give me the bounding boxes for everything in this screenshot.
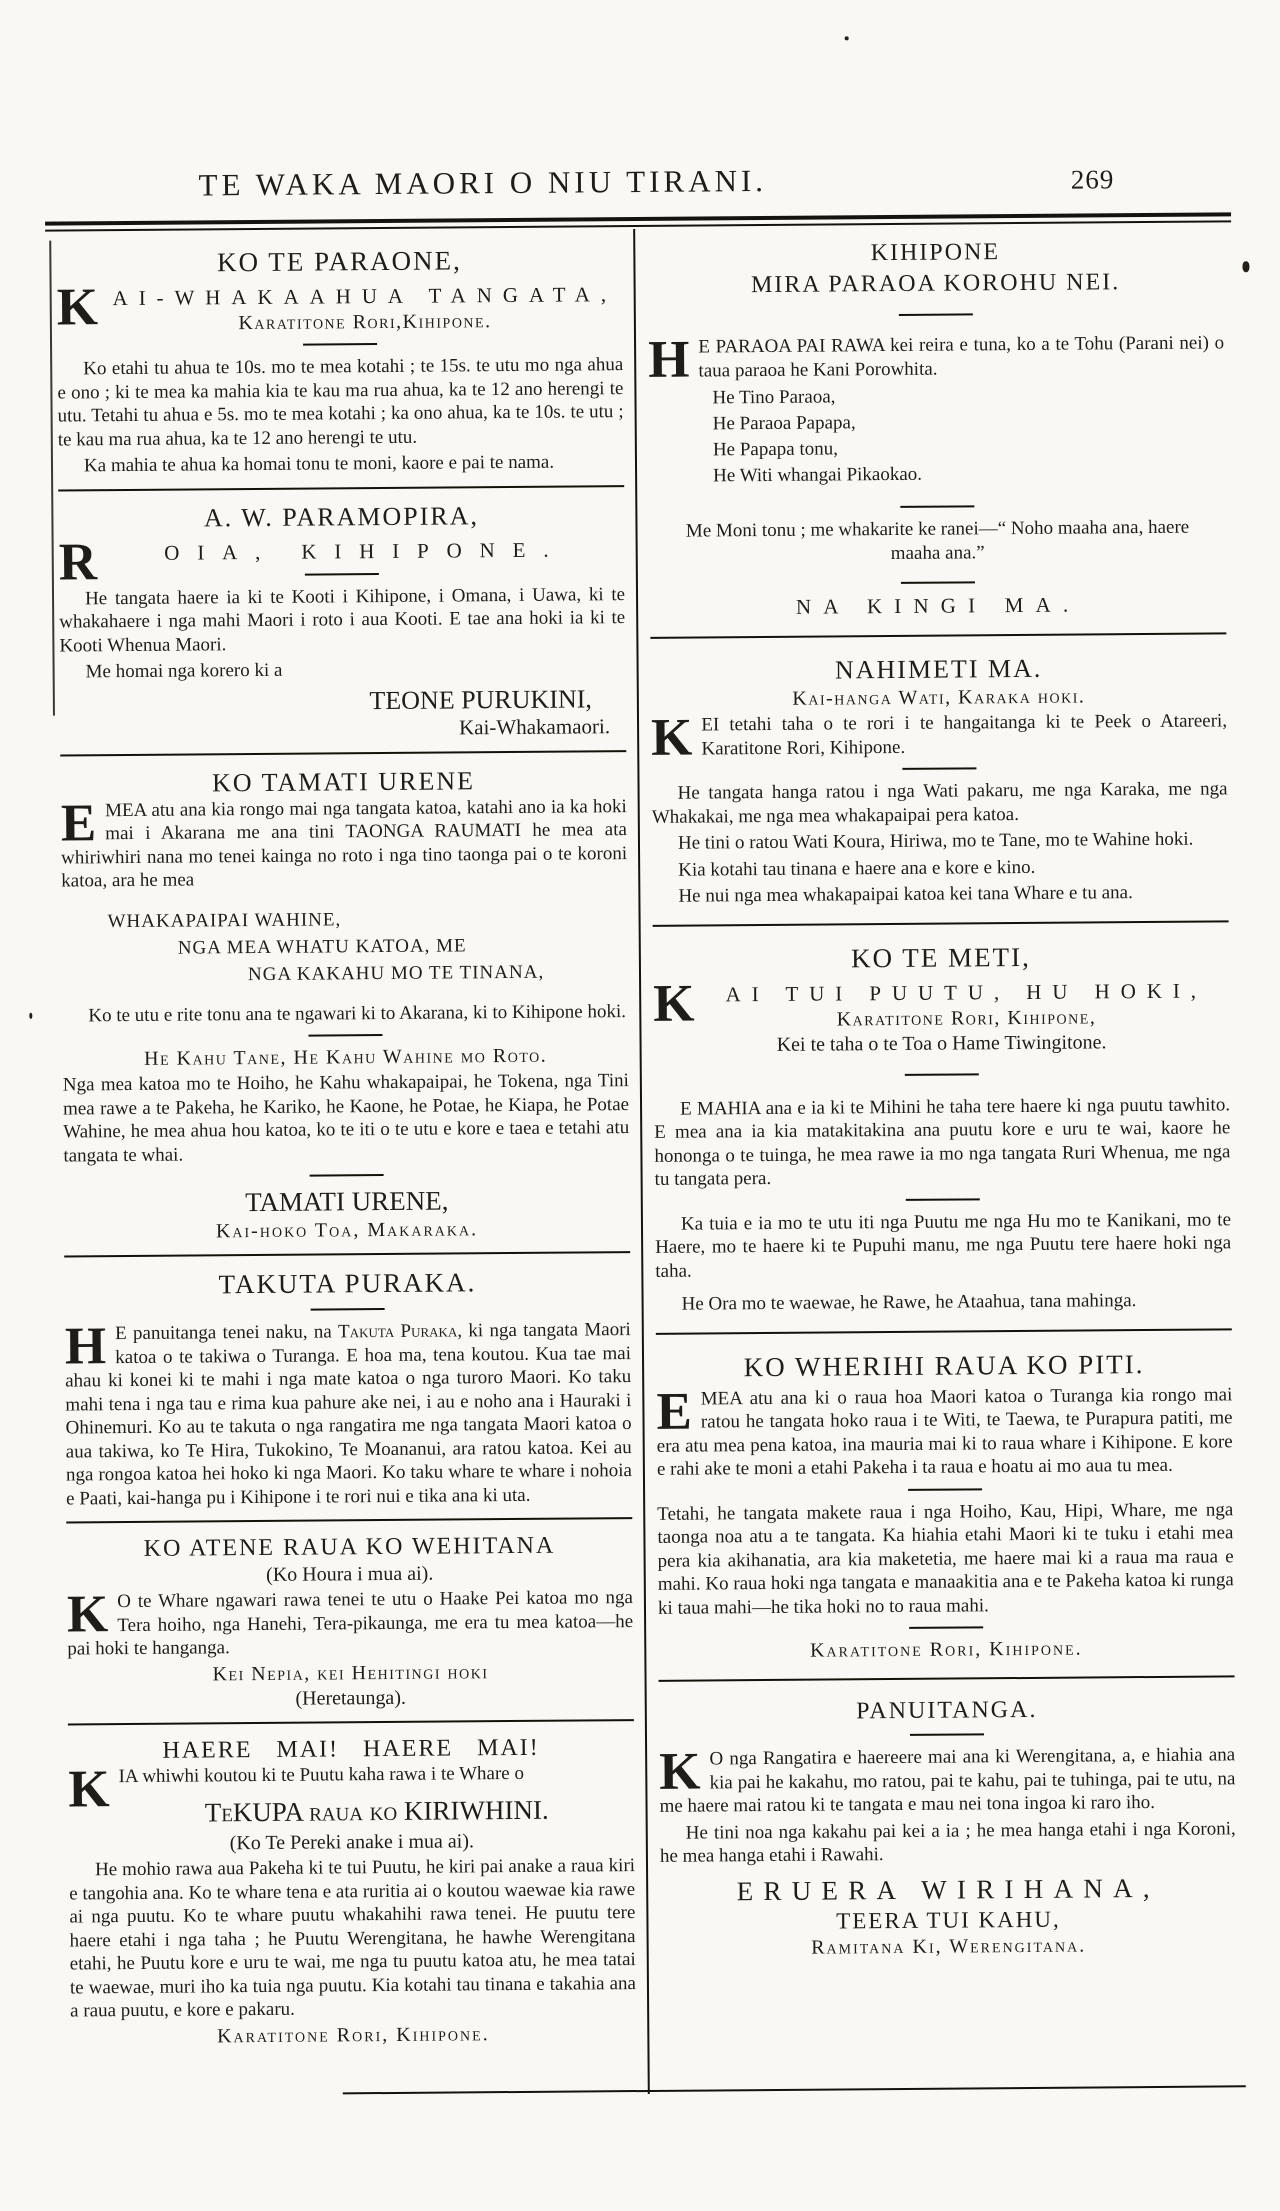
short-rule — [909, 1626, 983, 1629]
ad-paragraph — [650, 708, 1228, 767]
product-list — [712, 381, 1225, 489]
drop-cap: E — [656, 1382, 693, 1441]
short-rule — [303, 343, 377, 346]
short-rule — [910, 1733, 984, 1736]
drop-cap: K — [650, 708, 693, 767]
short-rule — [901, 581, 975, 584]
ad-paramopira — [58, 500, 626, 743]
section-divider — [66, 1517, 632, 1523]
ad-paragraph: He tini o ratou Wati Koura, Hiriwa, mo te Tane, mo te Wahine hoki. — [677, 828, 1194, 854]
section-divider — [650, 632, 1226, 639]
short-rule — [900, 505, 974, 508]
section-divider — [58, 485, 624, 491]
ad-heading: KO WHERIHI RAUA KO PITI. — [743, 1348, 1145, 1382]
drop-cap: K — [659, 1742, 701, 1801]
ad-heading: PANUITANGA. — [856, 1696, 1038, 1725]
ad-subheading: Kai-hanga Wati, Karaka hoki. — [792, 685, 1086, 710]
ad-paragraph: He tini noa nga kakahu pai kei a ia ; he mea hanga etahi i nga Koroni, he mea hanga etahi i Rawahi. — [659, 1817, 1236, 1867]
ad-subheading: (Ko Te Pereki anake i mua ai). — [229, 1830, 475, 1855]
short-rule — [902, 767, 976, 770]
doctor-name: Takuta Puraka — [338, 1320, 458, 1343]
drop-cap: K — [68, 1759, 110, 1819]
ad-ko-te-paraone — [56, 244, 624, 478]
right-column — [647, 235, 1237, 1964]
ad-paragraph-text: MEA atu ana kia rongo mai nga tangata katoa, katahi ano ia ka hoki mai i Akarana me ana tini TAONGA RAUMATI he mea ata whiriwhiri nana mo tenei kainga no roto i nga tino taonga pai o te koroni katoa, ara he mea — [60, 795, 628, 892]
short-rule — [305, 573, 379, 576]
ad-paragraph-text: O nga Rangatira e haereere mai ana ki Werengitana, a, e hiahia ana kia pai he kakahu, mo ratou, pai te kahu, pai te tuhinga, pai te utu, na me haere mai ratou ki te tangata e mau nei tona ingoa ki raro iho. — [659, 1744, 1236, 1817]
ad-address: Kei te taha o te Toa o Hame Tiwingitone. — [776, 1030, 1107, 1056]
ad-address: (Heretaunga). — [295, 1686, 407, 1710]
short-rule — [899, 313, 973, 316]
ad-tamati-urene — [60, 765, 630, 1245]
short-rule — [308, 1034, 382, 1037]
ad-address: Karatitone Rori,Kihipone. — [238, 310, 492, 335]
bottom-rule — [343, 2085, 1246, 2094]
signature: Karatitone Rori, Kihipone. — [216, 2022, 490, 2047]
ad-takuta-puraka — [64, 1266, 632, 1510]
ad-paragraph: Ka tuia e ia mo te utu iti nga Puutu me nga Hu mo te Kanikani, mo te Haere, mo te haere ki te Pupuhi manu, me nga Puutu tere haere hoki nga taha. — [655, 1208, 1232, 1282]
ad-paragraph — [656, 1383, 1233, 1482]
signature: Karatitone Rori, Kihipone. — [809, 1637, 1083, 1662]
signature: TEERA TUI KAHU, — [836, 1906, 1061, 1933]
ad-mira-paraoa — [647, 237, 1226, 621]
ad-paragraph — [659, 1743, 1236, 1818]
short-rule — [311, 1308, 385, 1311]
section-divider — [68, 1719, 634, 1725]
ad-heading: KO TE METI, — [850, 941, 1031, 973]
ad-heading: KO ATENE RAUA KO WEHITANA — [143, 1532, 556, 1562]
signature: TAMATI URENE, — [245, 1185, 449, 1218]
section-divider — [653, 920, 1229, 927]
section-divider — [656, 1328, 1232, 1335]
ad-heading: KIHIPONE — [870, 239, 1001, 267]
ad-paragraph — [647, 330, 1225, 389]
ad-paragraph: He tangata haere ia ki te Kooti i Kihipone, i Omana, i Uawa, ki te whakahaere i nga mahi Maori i roto i aua Kooti. E tae ana hoki ia ki te Kooti Whenua Maori. — [59, 583, 626, 657]
scan-speck — [1242, 261, 1249, 272]
product-item: He Papapa tonu, — [712, 438, 839, 461]
page-title: TE WAKA MAORI O NIU TIRANI. — [198, 162, 768, 203]
ad-paragraph: Kia kotahi tau tinana e haere ana e kore e kino. — [678, 856, 1036, 881]
ad-heading: NAHIMETI MA. — [834, 653, 1043, 685]
ad-paragraph-text: O te Whare ngawari rawa tenei te utu o Haake Pei katoa mo nga Tera hoiho, nga Hanehi, Tera-pikaunga, me era tu mea katoa—he pai hoki te hanganga. — [67, 1587, 634, 1660]
drop-cap: R — [58, 532, 98, 592]
ad-paragraph-text: EI tetahi taha o te rori i te hangaitanga ki te Peek o Atareeri, Karatitone Rori, Kihipone. — [701, 710, 1228, 760]
ad-heading: KO TAMATI URENE — [211, 765, 476, 797]
goods-line: NGA MEA WHATU KATOA, ME — [177, 934, 467, 959]
ad-paragraph: Nga mea katoa mo te Hoiho, he Kahu whakapaipai, he Tokena, nga Tini mea rawe a te Pakeha, he Kariko, he Kaone, he Potae, he Kiapa, he Potae Wahine, he mea ahua hou katoa, ko te iti o te utu e kore e taea e tetahi atu tangata te whai. — [62, 1070, 630, 1167]
drop-cap: K — [653, 974, 695, 1033]
page-edge-line — [49, 241, 55, 716]
ad-subheading-block — [58, 532, 625, 592]
ad-heading: HAERE MAI! HAERE MAI! — [162, 1734, 540, 1764]
terms-line: Me Moni tonu ; me whakarite ke ranei—“ Noho maaha ana, haere maaha ana.” — [685, 516, 1190, 565]
section-divider — [64, 1251, 630, 1257]
ad-ko-te-meti — [653, 940, 1232, 1317]
ad-haere-mai — [68, 1734, 636, 2049]
ad-heading: TAKUTA PURAKA. — [218, 1267, 477, 1300]
ad-lead-block — [68, 1761, 634, 1830]
brand-name: TeKUPA raua ko KIRIWHINI. — [204, 1794, 549, 1828]
ad-paragraph-text: E panuitanga tenei naku, na — [114, 1321, 339, 1345]
ad-nahimeti — [651, 652, 1229, 908]
product-item: He Witi whangai Pikaokao. — [713, 463, 923, 487]
drop-cap: E — [60, 793, 97, 853]
ad-paragraph: He tangata hanga ratou i nga Wati pakaru, me nga Karaka, me nga Whakakai, me nga mea whakapaipai pera katoa. — [651, 778, 1228, 828]
scan-speck — [29, 1013, 32, 1019]
ad-subheading: He Kahu Tane, He Kahu Wahine mo Roto. — [143, 1044, 548, 1070]
ad-paragraph: Ko te utu e rite tonu ana te ngawari ki to Akarana, ki to Kihipone hoki. — [88, 1000, 627, 1026]
ad-paragraph: He mohio rawa aua Pakeha ki te tui Puutu, he kiri pai anake a raua kiri e tangohia ana. Ko te whare tena e ata ruritia ai o koutou waewae kia rawe ai nga puutu. Ko te whare puutu whakahihi rawa tenei. He puutu tere haere etahi i nga taha ; he Puutu Werengitana, he hawhe Werengitana etahi, he Puutu kore e uru te wai, me nga tu puutu katoa atu, he mea tatai te waewae, muri iho ka tuia nga puutu. Kia kotahi tau tinana e takahia ana a raua puutu, e kore e pakaru. — [69, 1855, 637, 2022]
drop-cap: H — [647, 330, 690, 389]
ad-paragraph: Tetahi, he tangata makete raua i nga Hoiho, Kau, Hipi, Whare, me nga taonga noa atu a te tangata. Ka hiahia etahi Maori ki te tuku i etahi mea pera kia akihanatia, ara kia maketetia, me haere mai ki a raua ma raua e mahi. Ko raua hoki nga tangata e manaakitia ana e te Pakeha katoa ki runga ki taua mahi—he tika hoki no to raua mahi. — [657, 1498, 1234, 1619]
ad-paragraph: Ka mahia te ahua ka homai tonu te moni, kaore e pai te nama. — [83, 451, 555, 477]
goods-line: NGA KAKAHU MO TE TINANA, — [247, 961, 545, 985]
short-rule — [906, 1198, 980, 1201]
signature: ERUERA WIRIHANA, — [736, 1872, 1160, 1906]
signature-role: Kai-Whakamaori. — [458, 713, 611, 739]
page-number: 269 — [1070, 164, 1115, 195]
ad-atene-wehitana — [66, 1532, 633, 1712]
ad-paragraph: Ko etahi tu ahua te 10s. mo te mea kotahi ; te 15s. te utu mo nga ahua e ono ; ki te mea ka mahia kia te kau ma rua ahua, ka te 12 ano herengi te utu. Tetahi tu ahua e 5s. mo te mea kotahi ; ka ono ahua, ka te 10s. te utu ; te kau ma rua ahua, ka te 12 ano herengi te utu. — [57, 354, 624, 451]
signature-address: Ramitana Ki, Werengitana. — [811, 1934, 1087, 1959]
ad-address: Karatitone Rori, Kihipone, — [836, 1005, 1097, 1030]
ad-subheading: OIA, KIHIPONE. — [164, 537, 567, 565]
ad-paragraph: E MAHIA ana e ia ki te Mihini he taha tere haere ki nga puutu tawhito. E mea ana ia kia matakitakina ana puutu kore e uru te wai, kaore he hononga o te tuinga, he mea rawe ia mo nga tangata Ruri Whenua, me nga tu tangata pera. — [654, 1093, 1231, 1190]
product-item: He Paraoa Papapa, — [712, 412, 856, 435]
ad-panuitanga — [659, 1695, 1237, 1960]
ad-subheading: AI TUI PUUTU, HU HOKI, — [725, 978, 1208, 1006]
ad-paragraph-text: E PARAOA PAI RAWA kei reira e tuna, ko a te Tohu (Parani nei) o taua paraoa he Kani Porowhita. — [698, 332, 1225, 382]
drop-cap: H — [64, 1317, 107, 1376]
left-column — [56, 240, 636, 2053]
ad-paragraph: He nui nga mea whakapaipai katoa kei tana Whare e tu ana. — [678, 882, 1133, 907]
ad-paragraph: He Ora mo te waewae, he Rawe, he Ataahua, tana mahinga. — [681, 1290, 1137, 1315]
signature-role: Kai-hoko Toa, Makaraka. — [215, 1218, 479, 1243]
ad-paragraph — [65, 1318, 632, 1510]
ad-heading: MIRA PARAOA KOROHU NEI. — [750, 269, 1121, 299]
short-rule — [310, 1174, 384, 1177]
drop-cap: K — [56, 278, 99, 337]
ad-paragraph-text: , ki nga tangata Maori katoa o te takiwa o Turanga. E hoa ma, tena koutou. Kua tae mai ahau ki konei ki te mahi i nga mate katoa o nga turoro Maori. Ko taku mahi tena i nga tau e rima kua pahure ake nei, i au e noho ana i Hauraki i Ohinemuri. Ko au te takuta o nga rangatira me nga tangata Maori katoa o aua takiwa, ko Te Hira, Tukokino, Te Moananui, ara ratou katoa. Kei au nga rongoa katoa hei hoko ki nga Maori. Ko taku whare te whare i nohoia e Paati, kai-hanga pu i Kihipone i te rori nui e tika ana ki uta. — [65, 1319, 632, 1510]
short-rule — [905, 1073, 979, 1076]
ad-subheading: (Ko Houra i mua ai). — [266, 1562, 434, 1586]
signature: TEONE PURUKINI, — [369, 683, 592, 715]
ad-paragraph — [61, 795, 628, 893]
scan-speck — [845, 36, 849, 40]
drop-cap: K — [66, 1585, 109, 1644]
ad-subheading-block — [57, 279, 623, 336]
ad-heading: A. W. PARAMOPIRA, — [203, 500, 480, 532]
column-divider — [633, 229, 650, 2094]
ad-paragraph-text: MEA atu ana ki o raua hoa Maori katoa o Turanga kia rongo mai ratou he tangata hoko raua i te Witi, te Taewa, te Purapura patiti, me era atu mea pena katoa, ina mauria mai ki to raua whare i Kihipone. E kore e rahi ake te moni a etahi Pakeha i ta raua e hoatu ai mo aua tu mea. — [656, 1383, 1233, 1480]
ad-paragraph — [67, 1586, 634, 1661]
ad-contact-line: Me homai nga korero ki a — [85, 659, 283, 683]
goods-line: WHAKAPAIPAI WAHINE, — [107, 908, 342, 932]
section-divider — [60, 750, 626, 756]
ad-subheading: AI-WHAKAAHUA TANGATA, — [112, 282, 618, 311]
ad-heading: KO TE PARAONE, — [216, 245, 462, 278]
ad-subheading-block — [653, 975, 1229, 1033]
ad-address: Kei Nepia, kei Hehitingi hoki — [212, 1660, 489, 1685]
section-divider — [659, 1675, 1235, 1682]
product-item: He Tino Paraoa, — [712, 386, 836, 409]
ad-wherihi-piti — [656, 1348, 1234, 1664]
ad-lead-line: IA whiwhi koutou ki te Puutu kaha rawa i te Whare o — [118, 1762, 525, 1787]
signature: NA KINGI MA. — [795, 592, 1081, 619]
short-rule — [908, 1488, 982, 1491]
